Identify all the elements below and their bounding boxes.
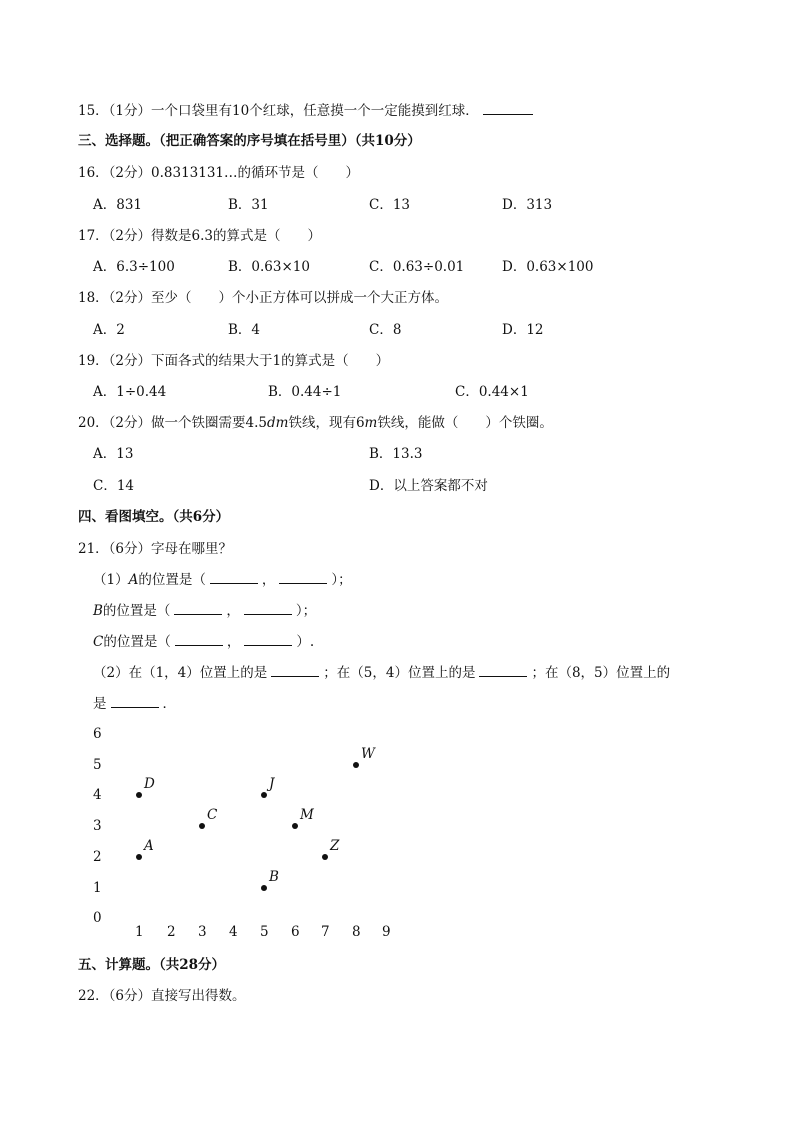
- q21-part-1-b: [93, 602, 316, 620]
- point-label-c: C: [207, 807, 218, 824]
- part-2-text-4: 是: [93, 696, 107, 712]
- q21-part-2-cont: [93, 695, 176, 713]
- x-axis-label: 6: [291, 924, 300, 940]
- answer-blank[interactable]: [175, 633, 223, 646]
- point-label-a: A: [144, 837, 154, 854]
- section-3-title: 三、选择题。（把正确答案的序号填在括号里）（共10分）: [78, 133, 421, 149]
- part-2-text-1: （2）在（1，4）位置上的是: [93, 665, 268, 681]
- part-number: （1）: [93, 572, 129, 588]
- x-axis-label: 5: [260, 924, 269, 940]
- question-18-stem: 18．（2分）至少（ ）个小正方体可以拼成一个大正方体。: [78, 290, 449, 306]
- period: ．: [162, 696, 176, 712]
- letter-b: B: [93, 603, 103, 619]
- point-label-j: J: [269, 776, 275, 793]
- comma: ，: [226, 634, 241, 650]
- position-text: 的位置是（: [102, 603, 171, 619]
- letter-a: A: [128, 572, 139, 588]
- point-label-b: B: [269, 868, 279, 885]
- answer-blank[interactable]: [271, 664, 319, 677]
- section-5-title: 五、计算题。（共28分）: [78, 957, 226, 973]
- y-axis-label: 5: [93, 756, 102, 773]
- answer-blank[interactable]: [483, 102, 533, 115]
- point-label-d: D: [144, 776, 155, 793]
- q19-option-a[interactable]: A．1÷0.44: [93, 384, 167, 400]
- question-19-stem: 19．（2分）下面各式的结果大于1的算式是（ ）: [78, 353, 390, 369]
- q20-option-c[interactable]: C．14: [93, 478, 135, 494]
- q18-option-a[interactable]: A．2: [93, 322, 125, 338]
- answer-blank[interactable]: [174, 602, 222, 615]
- q18-option-c[interactable]: C．8: [369, 322, 402, 338]
- q19-option-c[interactable]: C．0.44×1: [455, 384, 529, 400]
- point-z: [322, 854, 328, 860]
- q18-option-d[interactable]: D．12: [502, 322, 544, 338]
- x-axis-label: 2: [167, 924, 176, 940]
- part-2-text-3: ；在（8，5）位置上的: [531, 665, 671, 681]
- y-axis-label: 2: [93, 848, 102, 865]
- q21-part-1-a: [93, 571, 352, 589]
- q16-option-b[interactable]: B．31: [228, 197, 269, 213]
- q17-option-b[interactable]: B．0.63×10: [228, 259, 310, 275]
- point-b: [261, 885, 267, 891]
- y-axis-label: 0: [93, 910, 102, 927]
- y-axis-label: 3: [93, 818, 102, 835]
- q20-stem-part-2: 铁线，现有6: [288, 415, 365, 431]
- q18-option-b[interactable]: B．4: [228, 322, 261, 338]
- point-m: [292, 823, 298, 829]
- letter-c: C: [93, 634, 104, 650]
- x-axis-label: 3: [198, 924, 207, 940]
- answer-blank[interactable]: [210, 571, 258, 584]
- question-22-stem: 22．（6分）直接写出得数。: [78, 988, 246, 1004]
- close-paren: ）.: [296, 634, 315, 650]
- close-paren: ）；: [331, 572, 352, 588]
- q16-option-c[interactable]: C．13: [369, 197, 411, 213]
- x-axis-label: 7: [321, 924, 330, 940]
- q20-option-a[interactable]: A．13: [93, 446, 134, 462]
- q17-option-c[interactable]: C．0.63÷0.01: [369, 259, 465, 275]
- answer-blank[interactable]: [479, 664, 527, 677]
- y-axis-label: 4: [93, 787, 102, 804]
- answer-blank[interactable]: [244, 633, 292, 646]
- question-16-stem: 16．（2分）0.8313131…的循环节是（ ）: [78, 165, 360, 181]
- x-axis-label: 1: [135, 924, 144, 940]
- point-c: [199, 823, 205, 829]
- q19-option-b[interactable]: B．0.44÷1: [268, 384, 342, 400]
- question-17-stem: 17．（2分）得数是6.3的算式是（ ）: [78, 228, 321, 244]
- q20-option-b[interactable]: B．13.3: [369, 446, 423, 462]
- q20-stem-part-3: 铁线，能做（ ）个铁圈。: [377, 415, 553, 431]
- answer-blank[interactable]: [244, 602, 292, 615]
- question-21-stem: 21．（6分）字母在哪里？: [78, 541, 233, 557]
- unit-dm: dm: [267, 415, 289, 431]
- q21-part-2: [93, 664, 670, 682]
- part-2-text-2: ；在（5，4）位置上的是: [323, 665, 476, 681]
- point-a: [136, 854, 142, 860]
- point-label-m: M: [300, 807, 314, 824]
- x-axis-label: 8: [352, 924, 361, 940]
- q16-option-d[interactable]: D．313: [502, 197, 553, 213]
- answer-blank[interactable]: [111, 695, 159, 708]
- point-label-w: W: [361, 745, 375, 762]
- q21-part-1-c: [93, 633, 314, 651]
- unit-m: m: [364, 415, 378, 431]
- answer-blank[interactable]: [279, 571, 327, 584]
- comma: ，: [226, 603, 240, 619]
- q20-option-d[interactable]: D．以上答案都不对: [369, 478, 488, 494]
- x-axis-label: 9: [382, 924, 391, 940]
- point-d: [136, 792, 142, 798]
- q16-option-a[interactable]: A．831: [93, 197, 143, 213]
- point-j: [261, 792, 267, 798]
- x-axis-label: 4: [229, 924, 238, 940]
- question-15: [78, 102, 537, 120]
- y-axis-label: 6: [93, 726, 102, 742]
- comma: ，: [261, 572, 276, 588]
- point-label-z: Z: [330, 837, 340, 854]
- q17-option-a[interactable]: A．6.3÷100: [93, 259, 175, 275]
- close-paren: ）；: [295, 603, 317, 619]
- section-4-title: 四、看图填空。（共6分）: [78, 509, 230, 525]
- position-text: 的位置是（: [103, 634, 171, 650]
- position-text: 的位置是（: [138, 572, 206, 588]
- question-20-stem: [78, 414, 553, 432]
- q17-option-d[interactable]: D．0.63×100: [502, 259, 594, 275]
- point-w: [353, 762, 359, 768]
- question-15-text: 15．（1分）一个口袋里有10个红球，任意摸一个一定能摸到红球．: [78, 103, 479, 119]
- y-axis-label: 1: [93, 879, 102, 896]
- q20-stem-part-1: 20．（2分）做一个铁圈需要4.5: [78, 415, 267, 431]
